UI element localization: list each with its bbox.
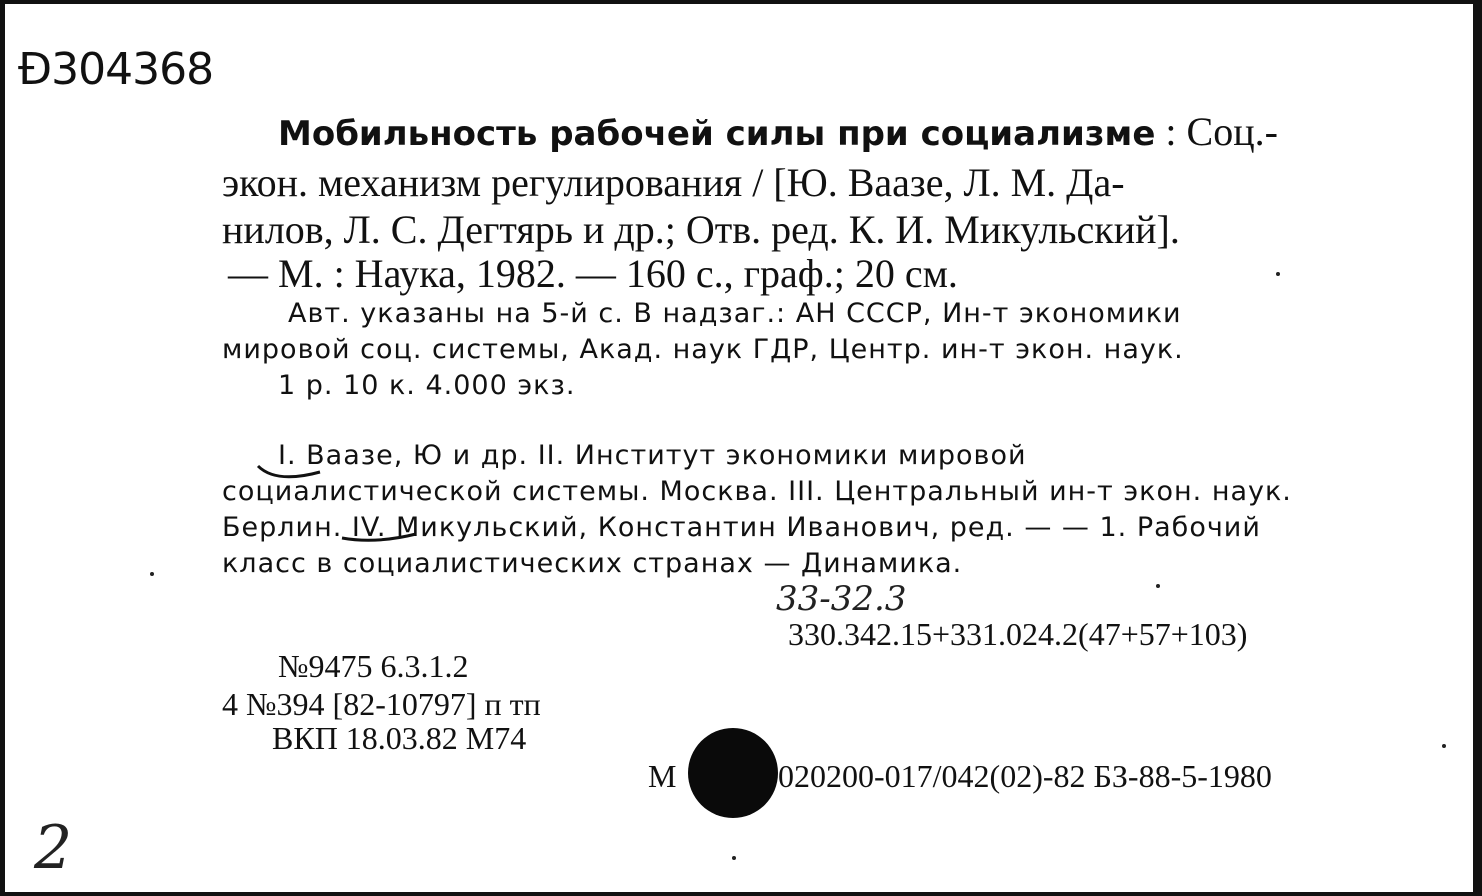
entry-line-1	[278, 109, 1278, 154]
tracing-line-3: Берлин. IV. Микульский, Константин Иванович, ред. — — 1. Рабочий	[222, 512, 1261, 543]
card-border-right	[1473, 0, 1482, 896]
call-number: Ð304368	[18, 44, 214, 95]
control-line-1: №9475 6.3.1.2	[278, 648, 469, 684]
speck	[1156, 584, 1160, 588]
note-line-3: 1 р. 10 к. 4.000 экз.	[278, 370, 576, 401]
note-line-1: Авт. указаны на 5-й с. В надзаг.: АН СССР, Ин-т экономики	[288, 298, 1182, 329]
entry-line-2: экон. механизм регулирования / [Ю. Ваазе, Л. М. Да-	[222, 160, 1125, 205]
ink-blot	[688, 728, 778, 818]
handwritten-classification: 33-32.3	[776, 579, 907, 619]
udc-number: 330.342.15+331.024.2(47+57+103)	[788, 616, 1248, 652]
note-line-2: мировой соц. системы, Акад. наук ГДР, Центр. ин-т экон. наук.	[222, 334, 1184, 365]
pen-underline-mark-1	[256, 462, 326, 484]
control-line-2: 4 №394 [82-10797] п тп	[222, 686, 541, 722]
bottom-code-prefix: М	[648, 758, 677, 794]
pen-underline-mark-2	[340, 530, 420, 552]
speck	[150, 572, 154, 576]
speck	[1442, 744, 1446, 748]
bottom-code: 020200-017/042(02)-82 БЗ-88-5-1980	[778, 758, 1272, 794]
handwritten-corner-mark: 2	[34, 813, 73, 883]
tracing-line-2: социалистической системы. Москва. III. Центральный ин-т экон. наук.	[222, 476, 1292, 507]
card-border-bottom	[0, 892, 1482, 896]
entry-line-4: — М. : Наука, 1982. — 160 с., граф.; 20 см.	[228, 251, 958, 296]
speck	[732, 856, 736, 860]
subtitle-start: : Соц.-	[1155, 109, 1278, 154]
control-line-3: ВКП 18.03.82 М74	[272, 720, 527, 756]
speck	[1276, 272, 1280, 276]
book-title: Мобильность рабочей силы при социализме	[278, 114, 1156, 154]
tracing-line-4: класс в социалистических странах — Динамика.	[222, 548, 963, 579]
tracing-line-1: I. Ваазе, Ю и др. II. Институт экономики мировой	[278, 440, 1027, 471]
card-border-top	[0, 0, 1482, 4]
entry-line-3: нилов, Л. С. Дегтярь и др.; Отв. ред. К. И. Микульский].	[222, 207, 1180, 252]
card-border-left	[0, 0, 5, 896]
